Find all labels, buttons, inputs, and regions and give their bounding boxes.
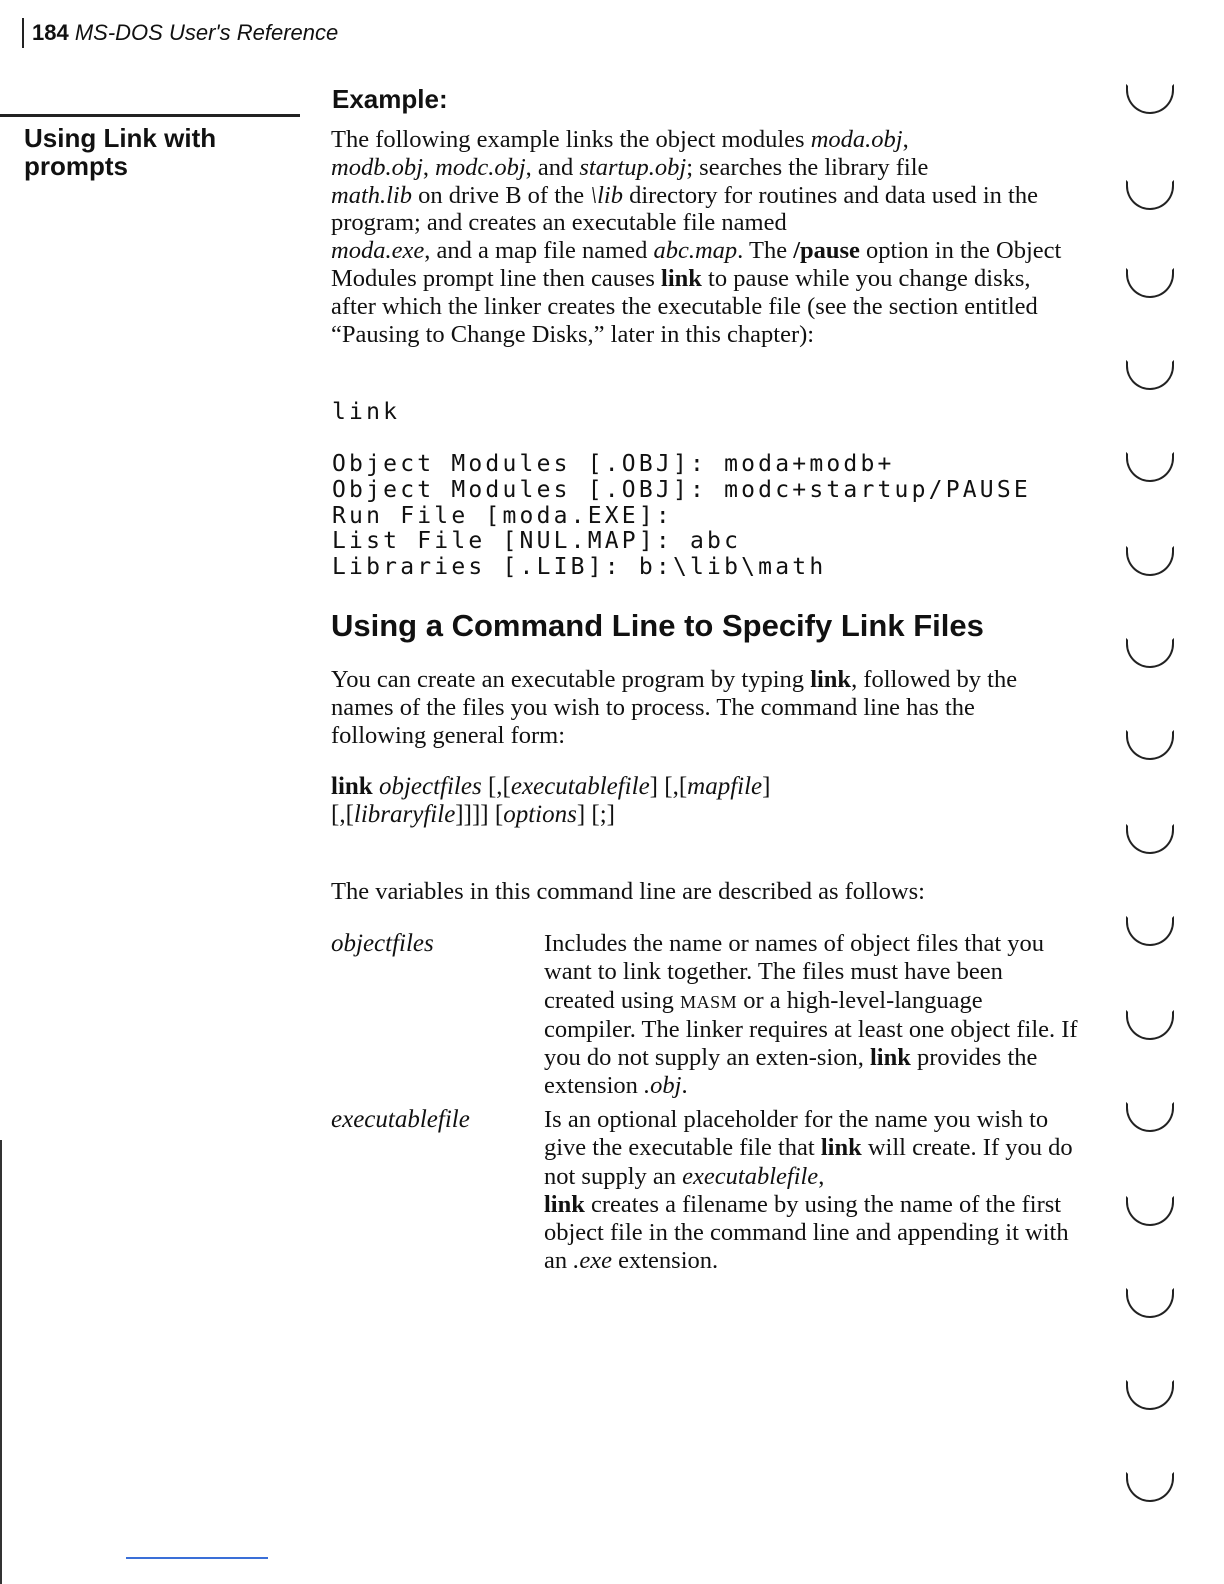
desc-executablefile: Is an optional placeholder for the name you wish to give the executable file that link will create. If you do not supply an executablefile, link creates a filename by using the name of the first object file in the command line and appending it with an .exe extension. [544, 1106, 1073, 1275]
section-heading: Using a Command Line to Specify Link Files [331, 608, 984, 643]
code-line: Run File [moda.EXE]: [332, 502, 673, 529]
desc-objectfiles: Includes the name or names of object files that you want to link together. The files must have been created using MASM or a high-level-language compiler. The linker requires at least one object file. If you do not supply an exten-sion, link provides the extension .obj. [544, 930, 1078, 1100]
binder-hole [1126, 1472, 1174, 1502]
binder-hole [1126, 360, 1174, 390]
binder-hole [1126, 638, 1174, 668]
binder-hole [1126, 824, 1174, 854]
example-heading: Example: [332, 84, 448, 114]
binder-hole [1126, 1196, 1174, 1226]
page-number: 184 [32, 20, 69, 45]
binder-hole [1126, 84, 1174, 114]
sidebar-heading: Using Link with prompts [24, 123, 217, 181]
code-line: Libraries [.LIB]: b:\lib\math [332, 554, 827, 581]
binder-hole [1126, 916, 1174, 946]
binder-hole [1126, 268, 1174, 298]
command-syntax: link objectfiles [,[executablefile] [,[mapfile] [,[libraryfile]]]] [options] [;] [331, 773, 771, 828]
header-rule [22, 18, 24, 48]
section-paragraph: You can create an executable program by typing link, followed by the names of the files you wish to process. The command line has the following general form: [331, 666, 1018, 749]
example-paragraph: The following example links the object modules moda.obj, modb.obj, modc.obj, and startup.obj; searches the library file math.lib on drive B of the \lib directory for routines and data used in the program; and creates an executable file named moda.exe, and a map file named abc.map. The /pause option in the Object Modules prompt line then causes link to pause while you change disks, after which the linker creates the executable file (see the section entitled “Pausing to Change Disks,” later in this chapter): [331, 126, 1062, 348]
code-command: link [332, 399, 401, 425]
binder-hole [1126, 1010, 1174, 1040]
page-edge [0, 1140, 2, 1584]
binder-hole [1126, 180, 1174, 210]
running-header [32, 20, 338, 46]
binder-hole [1126, 452, 1174, 482]
binder-hole [1126, 1102, 1174, 1132]
code-line: List File [NUL.MAP]: abc [332, 528, 742, 555]
binder-hole [1126, 1288, 1174, 1318]
binder-hole [1126, 730, 1174, 760]
variables-intro: The variables in this command line are described as follows: [331, 878, 925, 905]
sidebar-rule [0, 114, 300, 117]
code-line: Object Modules [.OBJ]: moda+modb+ [332, 451, 895, 477]
binder-hole [1126, 1380, 1174, 1410]
term-objectfiles: objectfiles [331, 930, 434, 957]
code-block [332, 452, 1031, 581]
term-executablefile: executablefile [331, 1106, 470, 1133]
code-line: Object Modules [.OBJ]: modc+startup/PAUSE [332, 476, 1031, 503]
book-title: MS-DOS User's Reference [74, 20, 339, 45]
binder-hole [1126, 546, 1174, 576]
bottom-mark [126, 1557, 268, 1559]
